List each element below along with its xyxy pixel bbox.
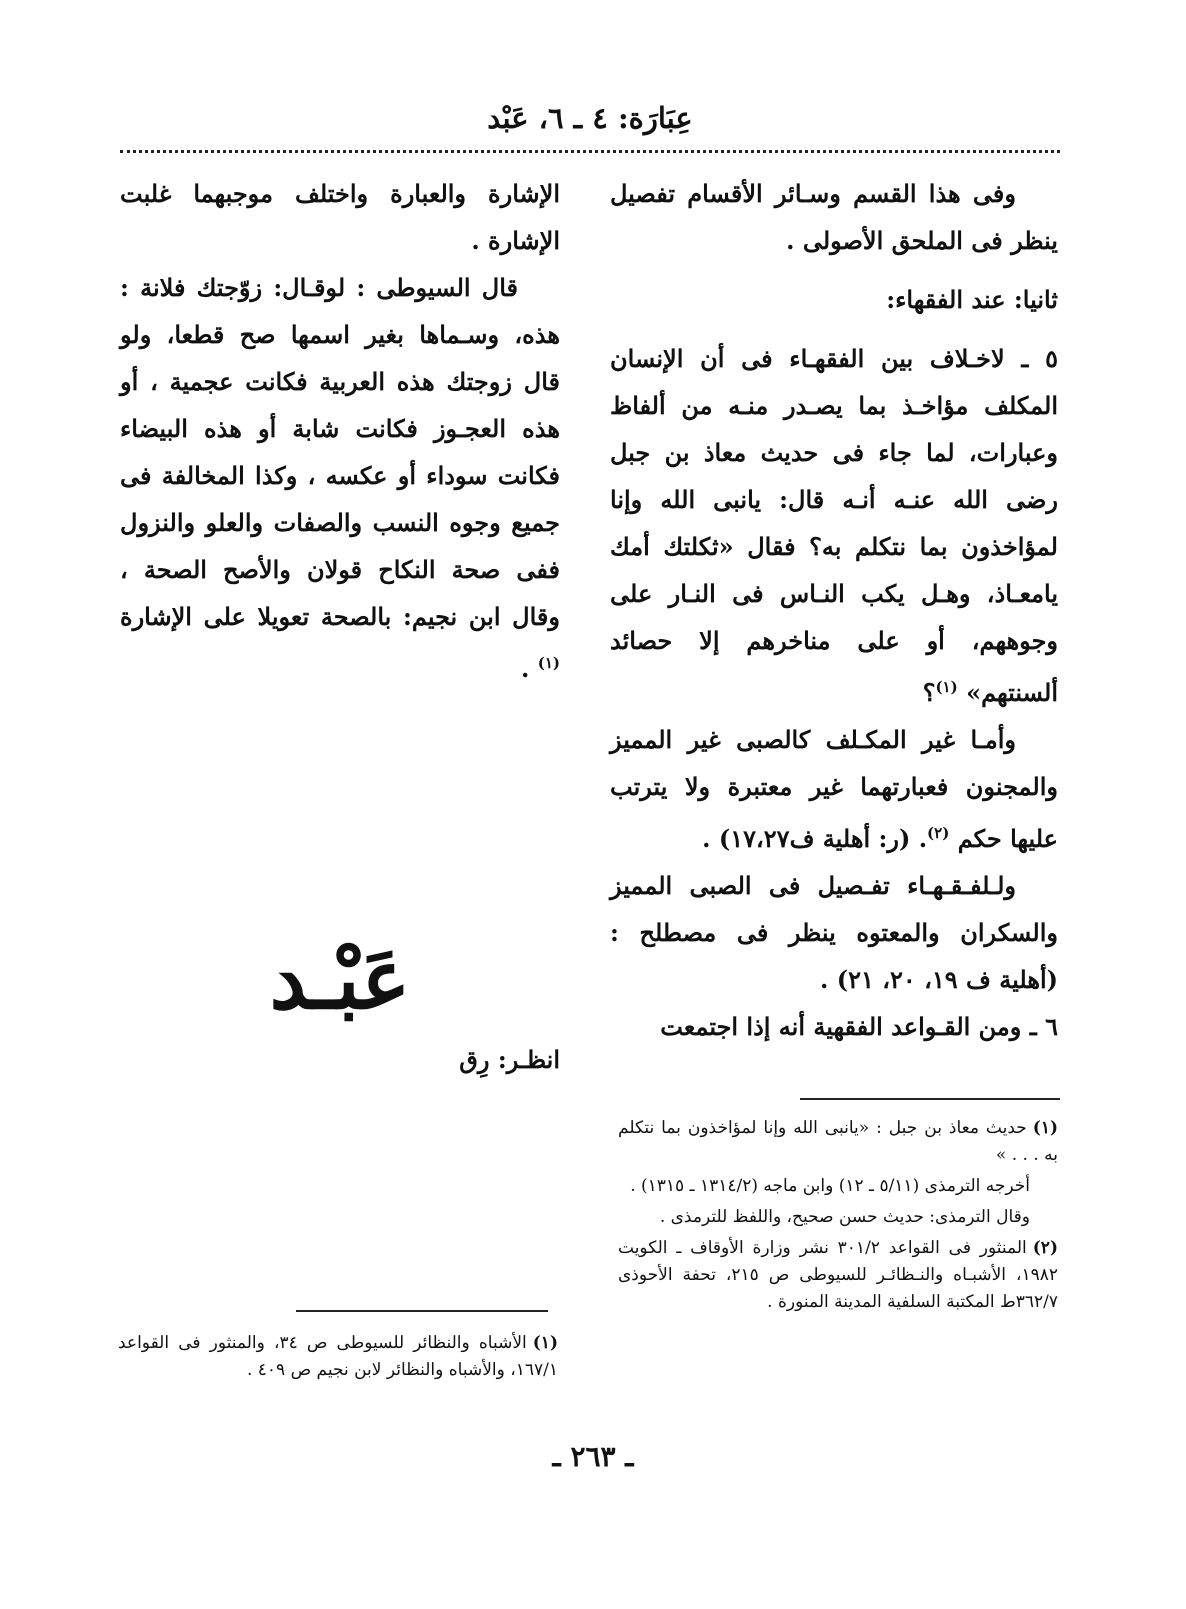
paragraph-continued: الإشارة والعبارة واختلف موجبهما غلبت الإشارة . — [120, 179, 560, 255]
header-title: عِبَارَة: ٤ ـ ٦، عَبْد — [487, 101, 693, 135]
section-heading-fuqaha: ثانيا: عند الفقهاء: — [886, 285, 1058, 314]
footnote-separator-left — [296, 1310, 548, 1312]
see-also-reference[interactable]: انظـر: رِق — [459, 1045, 560, 1074]
footnote-ref-2[interactable]: (٢) — [927, 824, 950, 842]
footnote-2-number: (٢) — [1032, 1238, 1058, 1258]
footnote-ref-1[interactable]: (١) — [935, 678, 958, 696]
footnote-left-1-text: الأشباه والنظائر للسيوطى ص ٣٤، والمنثور فى القواعد ١٦٧/١، والأشباه والنظائر لابن نجيم ص ٤٠٩ . — [118, 1333, 558, 1380]
page-number: ـ ٢٦٣ ـ — [552, 1440, 634, 1473]
footnote-2 — [618, 1235, 1058, 1316]
footnote-ref-left-1[interactable]: (١) — [537, 654, 560, 672]
paragraph-non-mukallaf-end: . (ر: أهلية ف١٧،٢٧) . — [702, 824, 928, 853]
footnote-1-source: أخرجه الترمذى (٥/١١ ـ ١٢) وابن ماجه (١٣١٤/٢ ـ ١٣١٥) . — [630, 1176, 1030, 1196]
footnote-1 — [618, 1115, 1058, 1169]
footnote-1-number: (١) — [1032, 1118, 1058, 1138]
header-dotted-rule — [120, 150, 1060, 153]
right-column — [610, 170, 1058, 1050]
paragraph-5 — [610, 335, 1058, 716]
paragraph-suyuti-text: قال السيوطى : لوقـال: زوّجتك فلانة : هذه، وسـماها بغير اسمها صح قطعا، ولو قال زوجتك هذه العربية فكانت عجمية ، أو هذه العجـوز فكانت شابة أو هذه البيضاء فكانت سوداء أو عكسه ، وكذا المخالفة فى جميع وجوه النسب والصفات والعلو والنزول ففى صحة النكاح قولان والأصح الصحة ، وقال ابن نجيم: بالصحة تعويلا على الإشارة — [120, 273, 560, 631]
paragraph-suyuti — [120, 264, 560, 692]
paragraph-intro: وفى هذا القسم وسـائر الأقسام تفصيل ينظر فى الملحق الأصولى . — [610, 179, 1058, 255]
entry-heading: عَبْـد — [269, 932, 411, 1028]
running-header — [120, 88, 1060, 148]
left-column — [120, 170, 560, 692]
footnote-2-text: المنثور فى القواعد ٣٠١/٢ نشر وزارة الأوقاف ـ الكويت ١٩٨٢، الأشبـاه والنـظائـر للسيوطى ص ٢١٥، تحفة الأحوذى ٣٦٢/٧ط المكتبة السلفية المدينة المنورة . — [618, 1238, 1058, 1312]
paragraph-non-mukallaf — [610, 716, 1058, 862]
footnote-1-grading: وقال الترمذى: حديث حسن صحيح، واللفظ للترمذى . — [659, 1207, 1030, 1227]
footnote-1-text: حديث معاذ بن جبل : «يانبى الله وإنا لمؤاخذون بما نتكلم به . . . » — [618, 1118, 1058, 1165]
paragraph-6: ٦ ـ ومن القـواعد الفقهية أنه إذا اجتمعت — [660, 1012, 1058, 1041]
paragraph-5-end: ؟ — [922, 678, 936, 707]
footnote-left-1 — [118, 1330, 558, 1384]
footnote-left-1-number: (١) — [532, 1333, 558, 1353]
paragraph-suyuti-end: . — [521, 654, 538, 683]
paragraph-5-text: ٥ ـ لاخـلاف بين الفقهـاء فى أن الإنسان المكلف مؤاخـذ بما يصـدر منـه من ألفاظ وعبارات، لما جاء فى حديث معاذ بن جبل رضى الله عنـه أنـه قال: يانبى الله وإنا لمؤاخذون بما نتكلم به؟ فقال «ثكلتك أمك يامعـاذ، وهـل يكب النـاس فى النـار على وجوههم، أو على مناخرهم إلا حصائد ألسنتهم» — [610, 344, 1058, 707]
paragraph-non-mukallaf-text: وأمـا غير المكـلف كالصبى غير المميز والمجنون فعبارتهما غير معتبرة ولا يترتب عليها حكم — [610, 725, 1058, 853]
footnotes-right — [618, 1115, 1058, 1320]
footnotes-left — [118, 1330, 558, 1388]
paragraph-fuqaha-detail: ولـلفـقـهـاء تفـصيل فى الصبى المميز والسكران والمعتوه ينظر فى مصطلح : (أهلية ف ١٩، ٢٠، ٢١) . — [610, 871, 1058, 994]
footnote-separator-right — [800, 1098, 1060, 1100]
